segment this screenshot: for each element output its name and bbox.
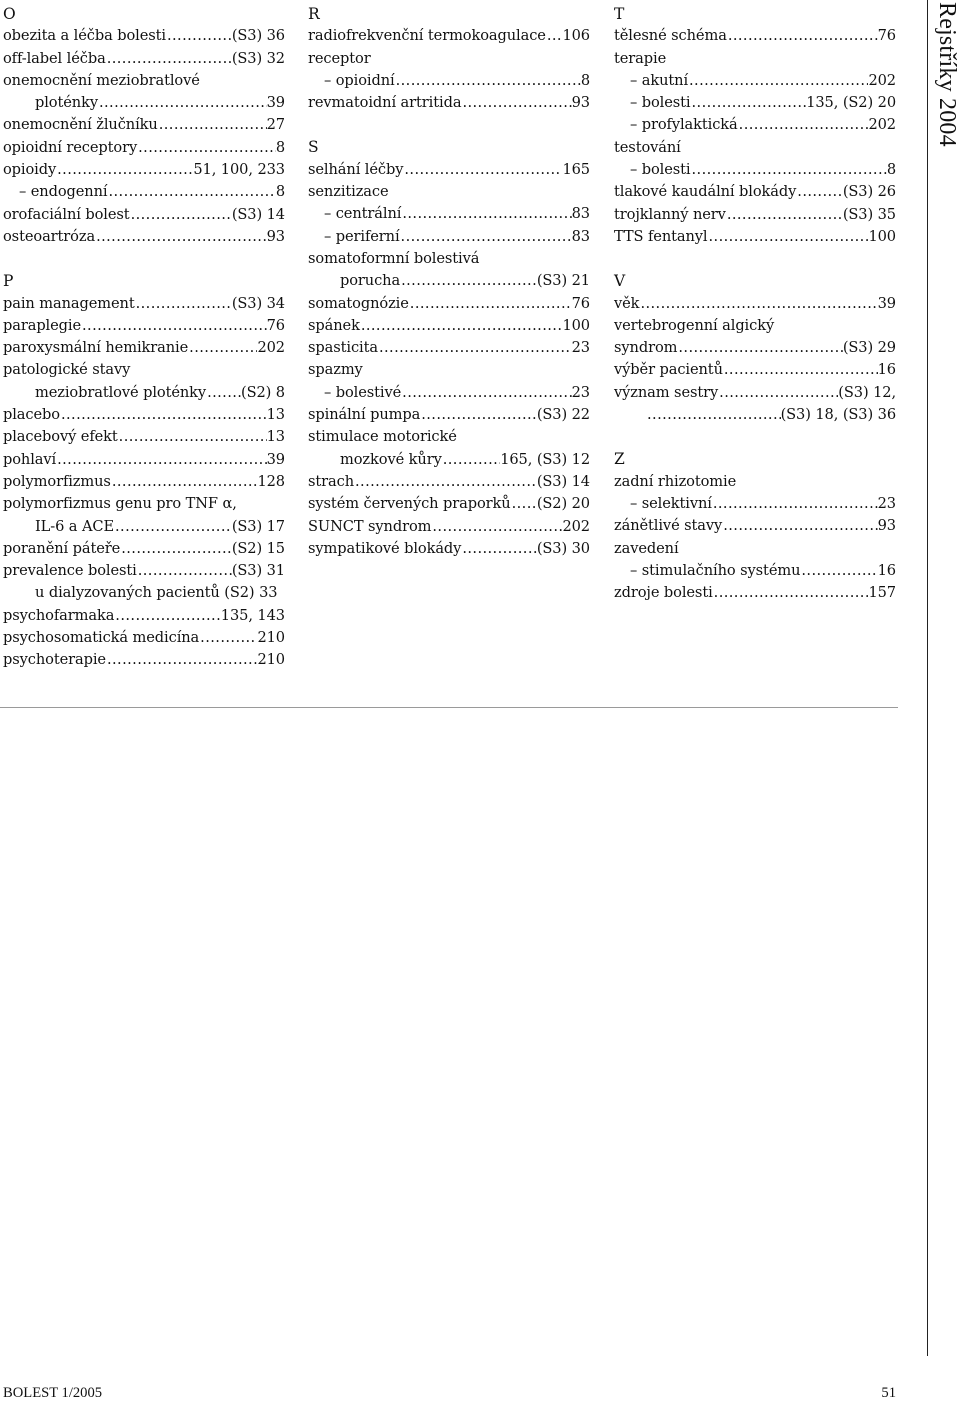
- entry-term: patologické stavy: [3, 361, 131, 379]
- index-entry: [3, 471, 285, 493]
- index-entry: [614, 359, 896, 381]
- index-entry: [614, 538, 896, 560]
- entry-term: senzitizace: [308, 183, 389, 201]
- entry-pages: (S3) 29: [842, 339, 896, 357]
- entry-term: paroxysmální hemikranie: [3, 339, 189, 357]
- entry-pages: 157: [868, 584, 896, 602]
- index-entry: [308, 426, 590, 448]
- entry-term: tělesné schéma: [614, 27, 727, 45]
- index-entry: [3, 226, 285, 248]
- entry-term: somatoformní bolestivá: [308, 249, 480, 267]
- index-entry: [308, 25, 590, 47]
- entry-term: radiofrekvenční termokoagulace: [308, 27, 546, 45]
- entry-pages: 13: [266, 406, 285, 424]
- dot-leader: [646, 404, 781, 426]
- index-entry: [308, 270, 590, 292]
- entry-term: paraplegie: [3, 316, 82, 334]
- index-entry: [614, 382, 896, 404]
- entry-term: spinální pumpa: [308, 406, 421, 424]
- index-entry: [308, 203, 590, 225]
- dot-leader: [639, 293, 877, 315]
- section-letter: P: [3, 272, 14, 291]
- dot-leader: [360, 315, 563, 337]
- entry-pages: (S3) 26: [842, 183, 896, 201]
- index-entry: [3, 516, 285, 538]
- entry-pages: 210: [257, 629, 285, 647]
- index-entry: [614, 137, 896, 159]
- dot-leader: [158, 114, 267, 136]
- entry-pages: (S3) 31: [231, 562, 285, 580]
- entry-term: – stimulačního systému: [630, 561, 801, 579]
- entry-term: psychosomatická medicína: [3, 629, 200, 647]
- dot-leader: [106, 649, 257, 671]
- horizontal-divider: [0, 707, 898, 708]
- entry-term: syndrom: [614, 339, 678, 357]
- entry-term: meziobratlové ploténky: [35, 383, 207, 401]
- dot-leader: [137, 560, 232, 582]
- entry-term: spazmy: [308, 361, 363, 379]
- section-letter: T: [614, 5, 625, 23]
- entry-pages: 27: [266, 116, 285, 134]
- entry-pages: 100: [562, 316, 590, 334]
- entry-term: onemocnění meziobratlové: [3, 71, 200, 89]
- entry-pages: 23: [877, 494, 896, 512]
- entry-term: prevalence bolesti: [3, 562, 137, 580]
- entry-pages: 202: [868, 71, 896, 89]
- index-entry: [3, 582, 285, 604]
- index-entry: [308, 226, 590, 248]
- entry-term: – opioidní: [324, 71, 395, 89]
- entry-term: selhání léčby: [308, 160, 404, 178]
- entry-term: obezita a léčba bolesti: [3, 27, 166, 45]
- entry-pages: 16: [877, 361, 896, 379]
- entry-term: trojklanný nerv: [614, 205, 726, 223]
- entry-pages: 210: [257, 651, 285, 669]
- entry-term: TTS fentanyl: [614, 227, 708, 245]
- dot-leader: [166, 25, 232, 47]
- index-entry: [3, 382, 285, 404]
- dot-leader: [60, 404, 267, 426]
- footer-journal: BOLEST 1/2005: [3, 1385, 103, 1401]
- footer-page-number: 51: [881, 1385, 896, 1401]
- entry-pages: 93: [877, 517, 896, 535]
- section-letter: S: [308, 138, 319, 157]
- entry-term: poranění páteře: [3, 539, 121, 557]
- entry-term: opioidy: [3, 161, 57, 179]
- index-entry: [614, 315, 896, 337]
- dot-leader: [188, 337, 257, 359]
- index-entry: [3, 538, 285, 560]
- dot-leader: [403, 159, 562, 181]
- entry-term: mozkové kůry: [340, 450, 442, 468]
- dot-leader: [118, 426, 267, 448]
- index-entry: [3, 426, 285, 448]
- entry-term: systém červených praporků: [308, 495, 511, 513]
- entry-term: zdroje bolesti: [614, 584, 713, 602]
- dot-leader: [199, 627, 257, 649]
- index-entry: [308, 92, 590, 114]
- index-entry: [614, 114, 896, 136]
- index-entry: [308, 293, 590, 315]
- entry-pages: (S3) 32: [231, 49, 285, 67]
- index-column-2: [308, 3, 590, 560]
- entry-pages: 23: [571, 339, 590, 357]
- entry-term: ploténky: [35, 94, 98, 112]
- entry-term: – bolestivé: [324, 383, 402, 401]
- section-gap: [614, 248, 896, 270]
- entry-term: testování: [614, 138, 681, 156]
- entry-pages: 76: [266, 316, 285, 334]
- index-entry: [3, 137, 285, 159]
- dot-leader: [461, 92, 571, 114]
- dot-leader: [708, 226, 869, 248]
- entry-term: pain management: [3, 294, 135, 312]
- entry-term: orofaciální bolest: [3, 205, 130, 223]
- entry-pages: 23: [571, 383, 590, 401]
- dot-leader: [95, 226, 267, 248]
- index-entry: [308, 404, 590, 426]
- entry-pages: (S3) 12,: [838, 383, 896, 401]
- dot-leader: [800, 560, 877, 582]
- section-letter: Z: [614, 450, 625, 469]
- index-entry: [3, 48, 285, 70]
- index-entry: [3, 114, 285, 136]
- entry-term: polymorfizmus: [3, 472, 111, 490]
- entry-pages: (S2) 15: [231, 539, 285, 557]
- entry-pages: 93: [571, 94, 590, 112]
- entry-pages: (S3) 22: [536, 406, 590, 424]
- index-entry: [308, 315, 590, 337]
- index-entry: [3, 204, 285, 226]
- dot-leader: [114, 605, 221, 627]
- entry-term: – endogenní: [19, 183, 108, 201]
- dot-leader: [723, 359, 878, 381]
- dot-leader: [111, 471, 258, 493]
- index-entry: [3, 92, 285, 114]
- entry-term: terapie: [614, 49, 667, 67]
- entry-pages: 39: [877, 294, 896, 312]
- entry-term: – centrální: [324, 205, 402, 223]
- entry-term: strach: [308, 472, 355, 490]
- dot-leader: [727, 25, 878, 47]
- entry-term: – profylaktická: [630, 116, 738, 134]
- entry-pages: 76: [571, 294, 590, 312]
- entry-pages: 165: [562, 160, 590, 178]
- index-entry: [3, 605, 285, 627]
- entry-term: – bolesti: [630, 94, 691, 112]
- entry-pages: (S3) 30: [536, 539, 590, 557]
- dot-leader: [691, 92, 807, 114]
- dot-leader: [461, 538, 536, 560]
- dot-leader: [796, 181, 843, 203]
- entry-pages: (S3) 21: [536, 272, 590, 290]
- index-entry: [3, 70, 285, 92]
- index-entry: [308, 159, 590, 181]
- entry-term: spánek: [308, 316, 360, 334]
- dot-leader: [691, 159, 887, 181]
- index-entry: [3, 25, 285, 47]
- entry-pages: (S3) 34: [231, 294, 285, 312]
- dot-leader: [106, 48, 232, 70]
- index-entry: [308, 449, 590, 471]
- dot-leader: [56, 449, 267, 471]
- entry-term: stimulace motorické: [308, 428, 457, 446]
- section-letter: O: [3, 5, 16, 23]
- dot-leader: [713, 582, 869, 604]
- dot-leader: [378, 337, 572, 359]
- index-entry: [614, 337, 896, 359]
- entry-pages: 83: [571, 205, 590, 223]
- dot-leader: [420, 404, 537, 426]
- entry-term: off-label léčba: [3, 49, 106, 67]
- index-entry: [308, 337, 590, 359]
- section-letter: R: [308, 5, 320, 23]
- index-entry: [614, 560, 896, 582]
- dot-leader: [431, 516, 562, 538]
- entry-pages: 106: [562, 27, 590, 45]
- entry-term: IL-6 a ACE: [35, 517, 115, 535]
- index-entry: [308, 181, 590, 203]
- index-entry: [308, 70, 590, 92]
- entry-term: – akutní: [630, 71, 689, 89]
- entry-pages: (S3) 14: [536, 472, 590, 490]
- entry-term: osteoartróza: [3, 227, 96, 245]
- dot-leader: [400, 226, 572, 248]
- side-divider: [927, 0, 928, 1356]
- entry-pages: 39: [266, 450, 285, 468]
- entry-pages: (S3) 18, (S3) 36: [780, 406, 896, 424]
- entry-pages: 8: [886, 161, 896, 179]
- entry-term: zavedení: [614, 539, 679, 557]
- index-entry: [308, 248, 590, 270]
- section-gap: [614, 426, 896, 448]
- entry-term: polymorfizmus genu pro TNF α,: [3, 495, 237, 513]
- dot-leader: [442, 449, 500, 471]
- index-entry: [614, 493, 896, 515]
- entry-pages: (S3) 36: [231, 27, 285, 45]
- index-entry: [308, 493, 590, 515]
- index-entry: [614, 159, 896, 181]
- entry-pages: (S2) 20: [536, 495, 590, 513]
- dot-leader: [206, 382, 241, 404]
- entry-term: význam sestry: [614, 383, 719, 401]
- index-entry: [614, 181, 896, 203]
- entry-term: zadní rhizotomie: [614, 472, 737, 490]
- section-gap: [3, 248, 285, 270]
- entry-term: – selektivní: [630, 494, 712, 512]
- index-entry: [3, 404, 285, 426]
- dot-leader: [726, 204, 843, 226]
- dot-leader: [511, 493, 537, 515]
- entry-term: věk: [614, 294, 640, 312]
- entry-pages: 8: [580, 71, 590, 89]
- index-column-1: [3, 3, 285, 672]
- index-entry: [614, 25, 896, 47]
- index-entry: [308, 471, 590, 493]
- entry-pages: 202: [562, 517, 590, 535]
- entry-pages: 16: [877, 561, 896, 579]
- section-letter: V: [614, 272, 626, 291]
- entry-pages: (S3) 17: [231, 517, 285, 535]
- index-entry: [308, 382, 590, 404]
- entry-term: u dialyzovaných pacientů (S2) 33: [35, 584, 278, 602]
- index-entry: [614, 515, 896, 537]
- dot-leader: [114, 516, 232, 538]
- dot-leader: [712, 493, 878, 515]
- index-entry: [614, 471, 896, 493]
- entry-pages: 51, 100, 233: [193, 161, 285, 179]
- index-entry: [3, 159, 285, 181]
- index-entry: [308, 516, 590, 538]
- entry-term: tlakové kaudální blokády: [614, 183, 797, 201]
- entry-pages: 76: [877, 27, 896, 45]
- index-entry: [308, 48, 590, 70]
- dot-leader: [401, 203, 571, 225]
- entry-term: – periferní: [324, 227, 400, 245]
- entry-pages: 13: [266, 428, 285, 446]
- entry-pages: 135, (S2) 20: [806, 94, 896, 112]
- dot-leader: [130, 204, 232, 226]
- dot-leader: [409, 293, 572, 315]
- dot-leader: [738, 114, 869, 136]
- index-entry: [614, 404, 896, 426]
- index-entry: [3, 560, 285, 582]
- section-gap: [308, 114, 590, 136]
- index-entry: [3, 627, 285, 649]
- dot-leader: [137, 137, 276, 159]
- dot-leader: [718, 382, 838, 404]
- entry-pages: 165, (S3) 12: [500, 450, 590, 468]
- index-entry: [308, 359, 590, 381]
- entry-term: onemocnění žlučníku: [3, 116, 158, 134]
- entry-term: somatognózie: [308, 294, 409, 312]
- dot-leader: [395, 70, 581, 92]
- index-entry: [3, 181, 285, 203]
- index-entry: [3, 493, 285, 515]
- index-entry: [3, 359, 285, 381]
- entry-term: – bolesti: [630, 161, 691, 179]
- index-entry: [614, 293, 896, 315]
- index-column-3: [614, 3, 896, 604]
- entry-term: opioidní receptory: [3, 138, 138, 156]
- index-entry: [614, 70, 896, 92]
- index-entry: [614, 582, 896, 604]
- index-entry: [3, 315, 285, 337]
- entry-term: pohlaví: [3, 450, 57, 468]
- dot-leader: [56, 159, 193, 181]
- entry-term: porucha: [340, 272, 401, 290]
- entry-pages: 83: [571, 227, 590, 245]
- dot-leader: [135, 293, 232, 315]
- index-entry: [308, 538, 590, 560]
- entry-pages: (S2) 8: [241, 383, 285, 401]
- entry-pages: (S3) 14: [231, 205, 285, 223]
- entry-term: placebo: [3, 406, 60, 424]
- entry-pages: 202: [868, 116, 896, 134]
- index-entry: [3, 449, 285, 471]
- dot-leader: [354, 471, 537, 493]
- dot-leader: [677, 337, 842, 359]
- entry-pages: 93: [266, 227, 285, 245]
- entry-term: psychoterapie: [3, 651, 106, 669]
- dot-leader: [400, 270, 537, 292]
- entry-term: receptor: [308, 49, 371, 67]
- index-entry: [3, 649, 285, 671]
- index-entry: [614, 204, 896, 226]
- side-title: [930, 0, 960, 180]
- entry-term: vertebrogenní algický: [614, 316, 775, 334]
- entry-term: psychofarmaka: [3, 606, 115, 624]
- entry-pages: 202: [257, 339, 285, 357]
- index-entry: [614, 92, 896, 114]
- index-entry: [614, 226, 896, 248]
- index-entry: [3, 337, 285, 359]
- dot-leader: [81, 315, 267, 337]
- entry-pages: 100: [868, 227, 896, 245]
- entry-pages: 39: [266, 94, 285, 112]
- entry-pages: 135, 143: [220, 606, 285, 624]
- entry-term: revmatoidní artritida: [308, 94, 462, 112]
- entry-term: sympatikové blokády: [308, 539, 462, 557]
- entry-pages: (S3) 35: [842, 205, 896, 223]
- dot-leader: [107, 181, 275, 203]
- entry-term: SUNCT syndrom: [308, 517, 432, 535]
- entry-term: placebový efekt: [3, 428, 118, 446]
- dot-leader: [722, 515, 877, 537]
- dot-leader: [401, 382, 571, 404]
- dot-leader: [120, 538, 232, 560]
- entry-term: výběr pacientů: [614, 361, 723, 379]
- dot-leader: [688, 70, 868, 92]
- entry-term: zánětlivé stavy: [614, 517, 723, 535]
- entry-pages: 128: [257, 472, 285, 490]
- dot-leader: [98, 92, 267, 114]
- index-entry: [3, 293, 285, 315]
- entry-pages: 8: [275, 138, 285, 156]
- entry-term: spasticita: [308, 339, 378, 357]
- index-entry: [614, 48, 896, 70]
- entry-pages: 8: [275, 183, 285, 201]
- dot-leader: [546, 25, 563, 47]
- side-title-text: Rejstříky 2004: [934, 2, 960, 147]
